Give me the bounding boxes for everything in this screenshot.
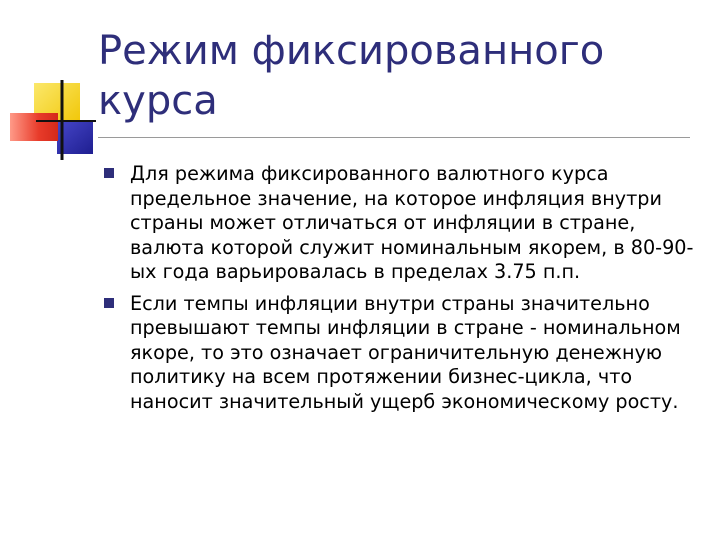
bullet-item-2 bbox=[104, 292, 694, 415]
bullet-item-1 bbox=[104, 162, 694, 285]
title-divider bbox=[98, 137, 690, 138]
bullet-text-2: Если темпы инфляции внутри страны значительно превышают темпы инфляции в стране - номинальном якоре, то это означает ограничительную денежную политику на всем протяжении бизнес-цикла, что наносит значительный ущерб экономическому росту. bbox=[130, 291, 681, 413]
bullet-list bbox=[104, 162, 694, 421]
square-bullet-icon bbox=[104, 298, 114, 308]
square-bullet-icon bbox=[104, 168, 114, 178]
red-bar bbox=[10, 113, 58, 141]
bullet-text-1: Для режима фиксированного валютного курса предельное значение, на которое инфляция внутри страны может отличаться от инфляции в стране, валюта которой служит номинальным якорем, в 80-90-ых года варьировалась в пределах 3.75 п.п. bbox=[130, 162, 694, 283]
slide-title: Режим фиксированного курса bbox=[98, 28, 605, 124]
